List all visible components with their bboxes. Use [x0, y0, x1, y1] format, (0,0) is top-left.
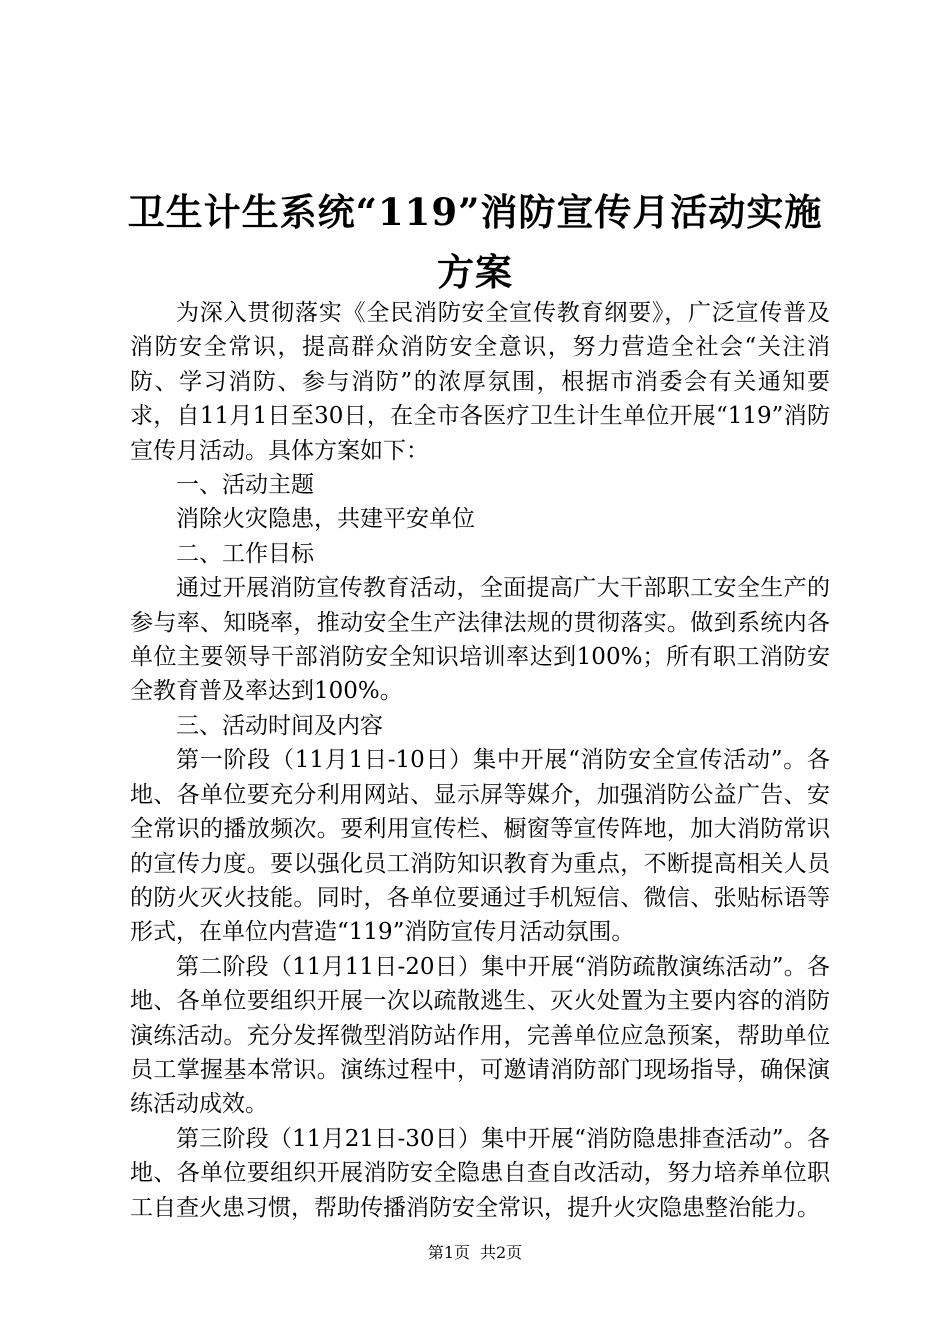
phase-one-paragraph: 第一阶段（11月1日-10日）集中开展“消防安全宣传活动”。各地、各单位要充分利用网站、显示屏等媒介，加强消防公益广告、安全常识的播放频次。要利用宣传栏、橱窗等宣传阵地，加大消防常识的宣传力度。要以强化员工消防知识教育为重点，不断提高相关人员的防火灭火技能。同时，各单位要通过手机短信、微信、张贴标语等形式，在单位内营造“119”消防宣传月活动氛围。 [130, 747, 830, 946]
goals-paragraph: 通过开展消防宣传教育活动，全面提高广大干部职工安全生产的参与率、知晓率，推动安全生产法律法规的贯彻落实。做到系统内各单位主要领导干部消防安全知识培训率达到100%；所有职工消防安全教育普及率达到100%。 [130, 575, 830, 705]
page-footer [0, 1241, 950, 1265]
section-heading-goals: 二、工作目标 [176, 540, 314, 567]
section-heading-schedule: 三、活动时间及内容 [176, 712, 383, 739]
phase-two-paragraph: 第二阶段（11月11日-20日）集中开展“消防疏散演练活动”。各地、各单位要组织开展一次以疏散逃生、灭火处置为主要内容的消防演练活动。充分发挥微型消防站作用，完善单位应急预案，帮助单位员工掌握基本常识。演练过程中，可邀请消防部门现场指导，确保演练活动成效。 [130, 953, 830, 1118]
intro-paragraph: 为深入贯彻落实《全民消防安全宣传教育纲要》，广泛宣传普及消防安全常识，提高群众消防安全意识，努力营造全社会“关注消防、学习消防、参与消防”的浓厚氛围，根据市消委会有关通知要求，自11月1日至30日，在全市各医疗卫生计生单位开展“119”消防宣传月活动。具体方案如下： [130, 300, 830, 464]
section-heading-theme: 一、活动主题 [176, 472, 314, 499]
phase-three-paragraph: 第三阶段（11月21日-30日）集中开展“消防隐患排查活动”。各地、各单位要组织开展消防安全隐患自查自改活动，努力培养单位职工自查火患习惯，帮助传播消防安全常识，提升火灾隐患整治能力。 [130, 1125, 830, 1221]
page-number: 第1页 [427, 1243, 470, 1262]
theme-text: 消除火灾隐患，共建平安单位 [176, 506, 475, 533]
page-total: 共2页 [480, 1243, 523, 1262]
document-title: 卫生计生系统“119”消防宣传月活动实施方案 [127, 190, 823, 294]
document-body [130, 296, 830, 1225]
